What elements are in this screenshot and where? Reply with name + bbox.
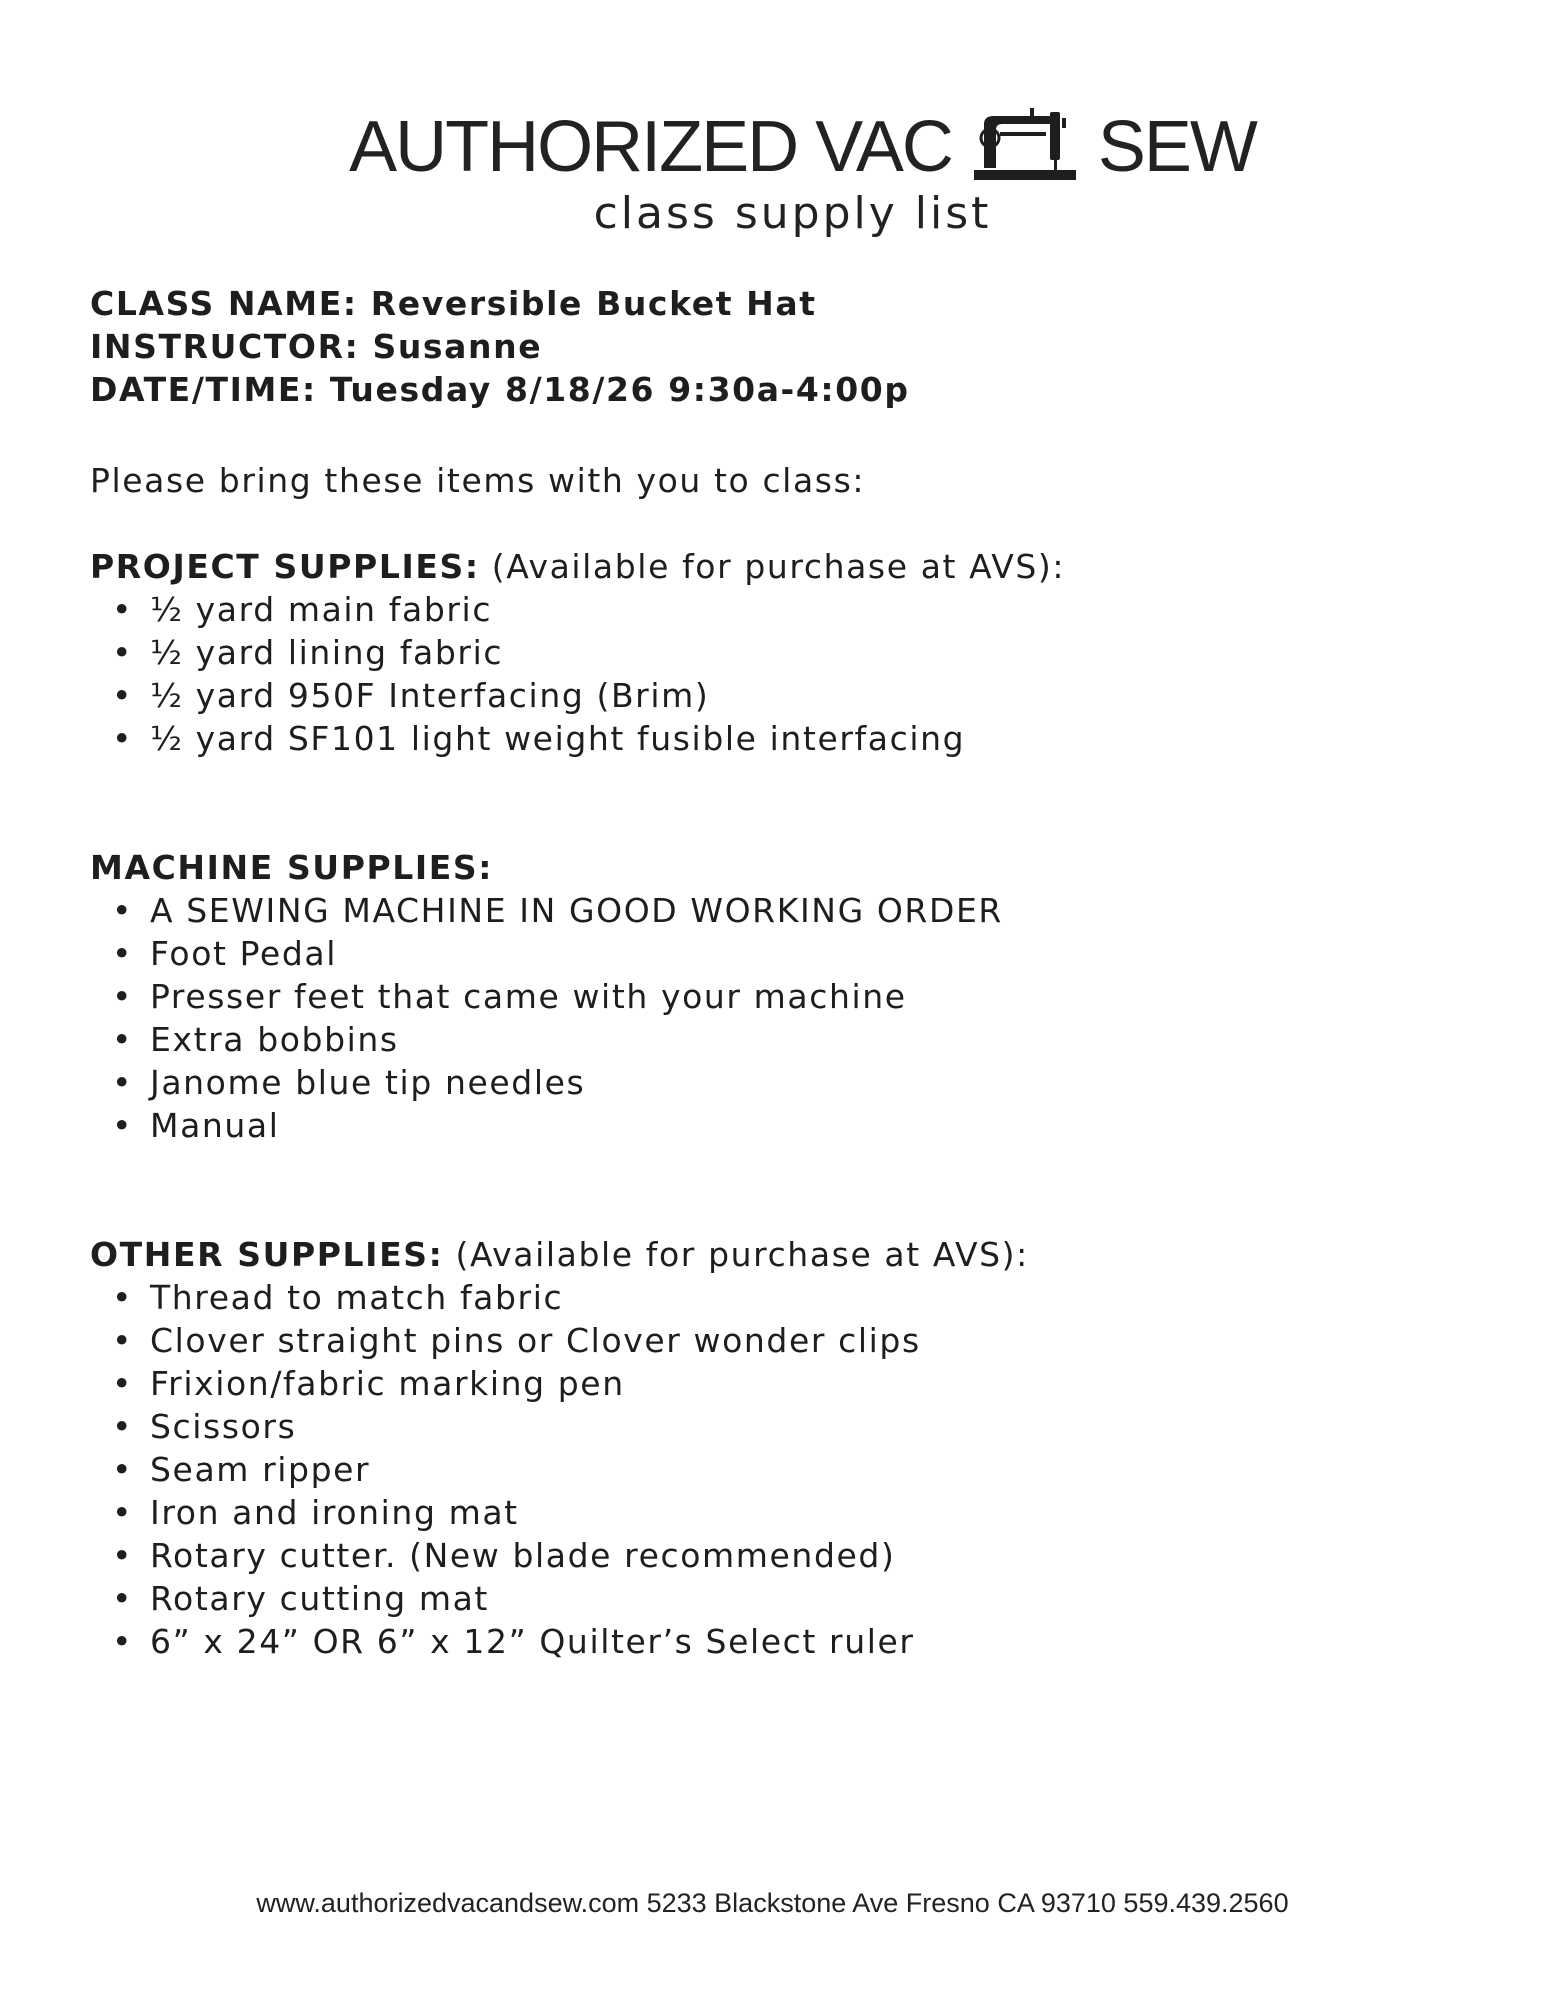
list-item: • Manual xyxy=(112,1106,280,1145)
bullet-icon: • xyxy=(112,1106,134,1145)
other-supplies-list xyxy=(90,1276,1470,1663)
bullet-icon: • xyxy=(112,633,134,672)
bullet-icon: • xyxy=(112,1493,134,1532)
list-item: • Extra bobbins xyxy=(112,1020,399,1059)
bullet-icon: • xyxy=(112,1278,134,1317)
brand-name-left: AUTHORIZED VAC xyxy=(349,107,952,187)
bullet-icon: • xyxy=(112,1536,134,1575)
other-supplies-section xyxy=(90,1233,1470,1663)
bullet-icon: • xyxy=(112,719,134,758)
footer-contact: www.authorizedvacandsew.com 5233 Blackstone Ave Fresno CA 93710 559.439.2560 xyxy=(256,1888,1289,1918)
bullet-icon: • xyxy=(112,676,134,715)
section-heading-line xyxy=(90,846,1470,889)
list-item: • Janome blue tip needles xyxy=(112,1063,586,1102)
bullet-icon: • xyxy=(112,934,134,973)
date-time: DATE/TIME: Tuesday 8/18/26 9:30a-4:00p xyxy=(90,370,910,409)
bullet-icon: • xyxy=(112,1020,134,1059)
section-note: (Available for purchase at AVS): xyxy=(443,1235,1029,1274)
list-item: • Clover straight pins or Clover wonder clips xyxy=(112,1321,921,1360)
section-note: (Available for purchase at AVS): xyxy=(479,547,1066,586)
list-item: • Seam ripper xyxy=(112,1450,371,1489)
section-heading: MACHINE SUPPLIES: xyxy=(90,848,494,887)
document-subtitle: class supply list xyxy=(593,188,992,239)
bullet-icon: • xyxy=(112,1321,134,1360)
brand-name-right: SEW xyxy=(1097,107,1256,187)
list-item: • 6” x 24” OR 6” x 12” Quilter’s Select ruler xyxy=(112,1622,915,1661)
list-item: • ½ yard main fabric xyxy=(112,590,493,629)
list-item: • Rotary cutter. (New blade recommended) xyxy=(112,1536,896,1575)
sewing-machine-icon xyxy=(970,108,1080,186)
class-info xyxy=(90,282,1470,411)
bullet-icon: • xyxy=(112,891,134,930)
list-item: • Iron and ironing mat xyxy=(112,1493,519,1532)
bullet-icon: • xyxy=(112,590,134,629)
machine-supplies-section xyxy=(90,846,1470,1147)
bullet-icon: • xyxy=(112,1579,134,1618)
list-item: • A SEWING MACHINE IN GOOD WORKING ORDER xyxy=(112,891,1003,930)
class-name: CLASS NAME: Reversible Bucket Hat xyxy=(90,284,817,323)
list-item: • Scissors xyxy=(112,1407,297,1446)
section-heading: OTHER SUPPLIES: xyxy=(90,1235,444,1274)
intro-text: Please bring these items with you to class: xyxy=(90,461,866,500)
list-item: • ½ yard 950F Interfacing (Brim) xyxy=(112,676,710,715)
section-heading-line xyxy=(90,545,1470,588)
project-supplies-section xyxy=(90,545,1470,760)
bullet-icon: • xyxy=(112,1450,134,1489)
machine-supplies-list xyxy=(90,889,1470,1147)
brand-logo xyxy=(60,108,1545,186)
bullet-icon: • xyxy=(112,1364,134,1403)
document-header xyxy=(0,108,1545,239)
list-item: • Foot Pedal xyxy=(112,934,337,973)
bullet-icon: • xyxy=(112,1063,134,1102)
bullet-icon: • xyxy=(112,1407,134,1446)
document-body xyxy=(90,282,1470,1663)
section-heading: PROJECT SUPPLIES: xyxy=(90,547,480,586)
list-item: • Frixion/fabric marking pen xyxy=(112,1364,625,1403)
list-item: • Thread to match fabric xyxy=(112,1278,564,1317)
list-item: • ½ yard lining fabric xyxy=(112,633,504,672)
list-item: • Rotary cutting mat xyxy=(112,1579,489,1618)
section-heading-line xyxy=(90,1233,1470,1276)
list-item: • ½ yard SF101 light weight fusible interfacing xyxy=(112,719,966,758)
list-item: • Presser feet that came with your machine xyxy=(112,977,907,1016)
bullet-icon: • xyxy=(112,977,134,1016)
instructor: INSTRUCTOR: Susanne xyxy=(90,327,543,366)
project-supplies-list xyxy=(90,588,1470,760)
bullet-icon: • xyxy=(112,1622,134,1661)
